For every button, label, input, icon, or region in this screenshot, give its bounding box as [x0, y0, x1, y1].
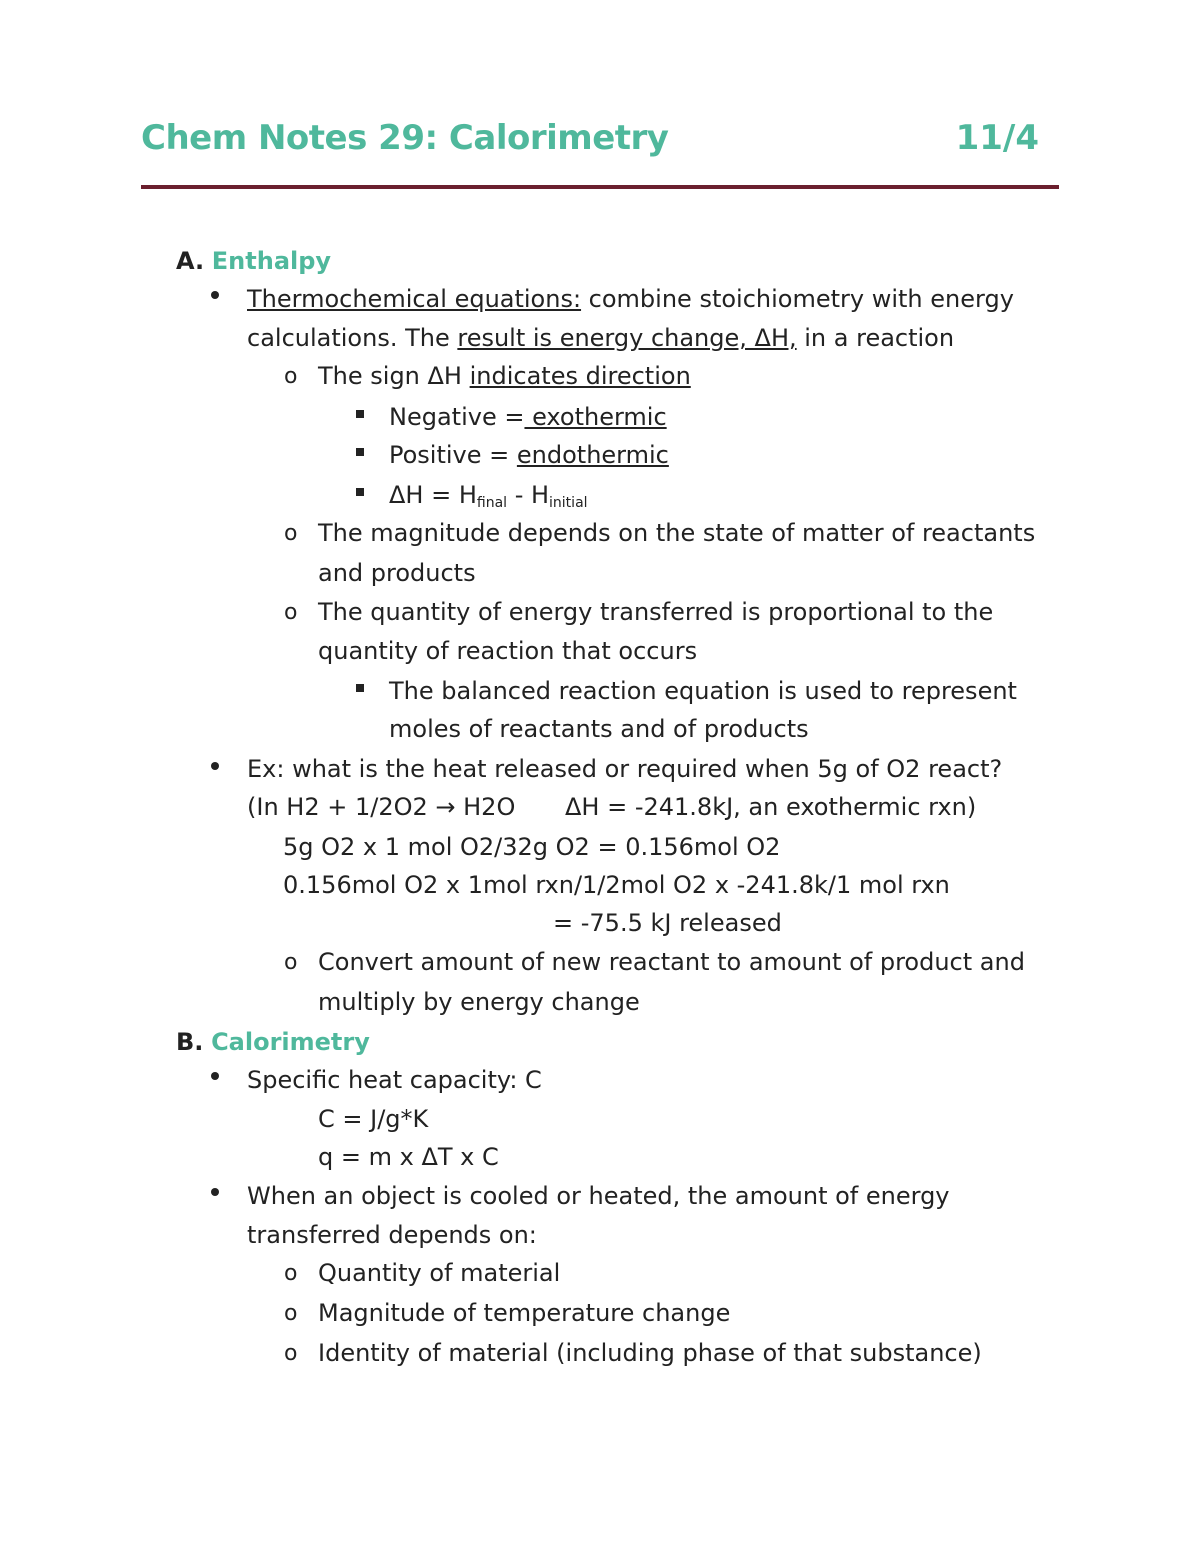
- arrow-right-icon: →: [435, 793, 456, 821]
- sub-bullet-circle-icon: o: [284, 1301, 298, 1326]
- positive-endothermic: [389, 440, 669, 470]
- magnitude-line2: and products: [318, 559, 476, 587]
- subscript-initial: initial: [549, 495, 588, 511]
- formula-c: C = J/g*K: [318, 1105, 429, 1133]
- example-reaction: [247, 792, 515, 822]
- page-date: 11/4: [955, 118, 1039, 158]
- reaction-text: (In H2 + 1/2O2: [247, 793, 436, 821]
- quantity-line2: quantity of reaction that occurs: [318, 637, 698, 665]
- convert-line2: multiply by energy change: [318, 988, 640, 1016]
- sub-sub-bullet-square-icon: [356, 448, 364, 456]
- bullet-dot-icon: [211, 291, 219, 299]
- reaction-text: H2O: [455, 793, 516, 821]
- bullet-dot-icon: [211, 1188, 219, 1196]
- bullet-text: calculations. The: [247, 324, 458, 352]
- bullet-text: Negative =: [389, 403, 525, 431]
- formula-text: - H: [507, 481, 550, 509]
- sub-bullet-circle-icon: o: [284, 600, 298, 625]
- sub-bullet-circle-icon: o: [284, 1341, 298, 1366]
- sub-bullet-circle-icon: o: [284, 1261, 298, 1286]
- sub-bullet-circle-icon: o: [284, 364, 298, 389]
- term-thermochemical: Thermochemical equations:: [247, 285, 582, 313]
- bullet-dot-icon: [211, 1072, 219, 1080]
- sub-sub-bullet-square-icon: [356, 410, 364, 418]
- term-exothermic: exothermic: [524, 403, 667, 431]
- magnitude-temperature: Magnitude of temperature change: [318, 1299, 731, 1327]
- identity-of-material: Identity of material (including phase of that substance): [318, 1339, 982, 1367]
- header: [141, 118, 1039, 168]
- bullet-text: The sign ΔH: [318, 362, 470, 390]
- section-b-heading: [176, 1027, 370, 1057]
- section-b-title: Calorimetry: [211, 1028, 370, 1056]
- term-energy-change: result is energy change, ΔH,: [457, 324, 797, 352]
- section-b-letter: B.: [176, 1028, 204, 1056]
- balanced-line1: The balanced reaction equation is used to represent: [389, 677, 1017, 705]
- sub-sub-bullet-square-icon: [356, 488, 364, 496]
- quantity-line1: The quantity of energy transferred is proportional to the: [318, 598, 994, 626]
- sub-sub-bullet-square-icon: [356, 684, 364, 692]
- calc-result: = -75.5 kJ released: [553, 909, 782, 937]
- bullet-thermochemical-line1: [247, 284, 1014, 314]
- balanced-line2: moles of reactants and of products: [389, 715, 809, 743]
- magnitude-line1: The magnitude depends on the state of matter of reactants: [318, 519, 1036, 547]
- bullet-thermochemical-line2: [247, 323, 954, 353]
- sub-bullet-sign-direction: [318, 361, 691, 391]
- quantity-of-material: Quantity of material: [318, 1259, 561, 1287]
- negative-exothermic: [389, 402, 667, 432]
- specific-heat: Specific heat capacity: C: [247, 1066, 542, 1094]
- cooled-heated-line1: When an object is cooled or heated, the amount of energy: [247, 1182, 950, 1210]
- calc-step2: 0.156mol O2 x 1mol rxn/1/2mol O2 x -241.8k/1 mol rxn: [283, 871, 950, 899]
- calc-step1: 5g O2 x 1 mol O2/32g O2 = 0.156mol O2: [283, 833, 781, 861]
- formula-q: q = m x ΔT x C: [318, 1143, 499, 1171]
- subscript-final: final: [476, 495, 508, 511]
- sub-bullet-circle-icon: o: [284, 521, 298, 546]
- section-a-heading: [176, 246, 331, 276]
- section-a-letter: A.: [176, 247, 205, 275]
- example-question: Ex: what is the heat released or required when 5g of O2 react?: [247, 755, 1003, 783]
- bullet-text: in a reaction: [796, 324, 955, 352]
- page-title: Chem Notes 29: Calorimetry: [141, 118, 669, 158]
- term-indicates-direction: indicates direction: [469, 362, 691, 390]
- section-a-title: Enthalpy: [211, 247, 332, 275]
- example-delta-h: ΔH = -241.8kJ, an exothermic rxn): [565, 793, 977, 821]
- cooled-heated-line2: transferred depends on:: [247, 1221, 537, 1249]
- bullet-text: combine stoichiometry with energy: [581, 285, 1014, 313]
- term-endothermic: endothermic: [516, 441, 669, 469]
- bullet-dot-icon: [211, 762, 219, 770]
- convert-line1: Convert amount of new reactant to amount of product and: [318, 948, 1025, 976]
- delta-h-formula: [389, 480, 588, 518]
- sub-bullet-circle-icon: o: [284, 950, 298, 975]
- bullet-text: Positive =: [389, 441, 517, 469]
- formula-text: ΔH = H: [389, 481, 477, 509]
- title-divider: [141, 185, 1059, 189]
